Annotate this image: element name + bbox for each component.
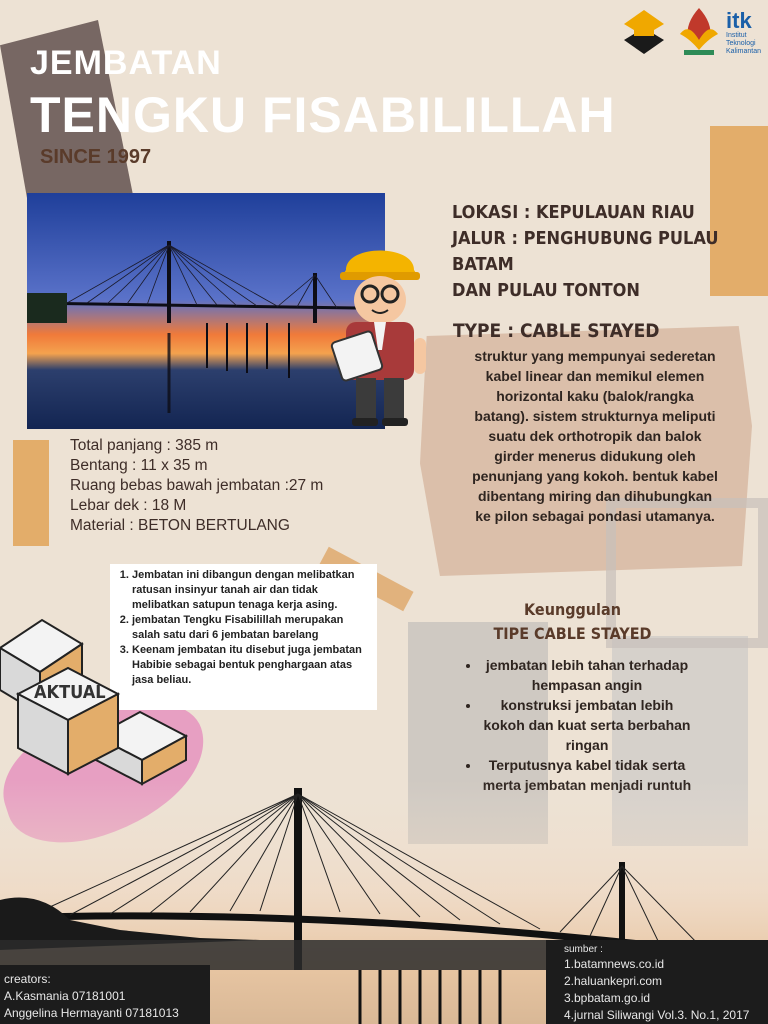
source-item-1: 1.batamnews.co.id <box>564 957 665 971</box>
brand-s-logo-icon <box>620 6 668 58</box>
source-item-3: 3.bpbatam.go.id <box>564 991 651 1005</box>
spec-total-panjang: Total panjang : 385 m <box>70 437 219 454</box>
specs-list <box>70 436 323 536</box>
keunggulan-title-2: TIPE CABLE STAYED <box>493 624 652 643</box>
keunggulan-item-3: • Terputusnya kabel tidak serta <box>481 755 693 795</box>
aktual-item-3: 3. Keenam jembatan itu disebut juga jembatan Habibie sebagai bentuk penghargaan atas jasa beliau. <box>132 643 369 688</box>
keunggulan-title-1: Keunggulan <box>524 600 621 619</box>
spec-ruang-bebas: Ruang bebas bawah jembatan :27 m <box>70 477 324 494</box>
since-label: SINCE 1997 <box>40 146 152 168</box>
type-description: struktur yang mempunyai sederetan kabel linear dan memikul elemen horizontal kaku (balok/rangka batang). sistem strukturnya meliputi suatu dek orthotropik dan balok girder menerus didukung oleh penunjang yang kokoh. bentuk kabel dibentang miring dan dihubungkan ke pilon sebagai pondasi utamanya. <box>472 348 718 524</box>
itk-logo-subtext <box>726 32 761 56</box>
aktual-label: AKTUAL <box>34 682 106 703</box>
engineer-illustration <box>328 230 430 430</box>
jalur-line-1: JALUR : PENGHUBUNG PULAU BATAM <box>452 228 719 275</box>
sources-label: sumber : <box>564 944 603 955</box>
itk-sub-1: Institut <box>726 32 747 39</box>
keunggulan-list <box>463 655 693 795</box>
aktual-cubes-illustration <box>0 618 200 788</box>
keunggulan-title <box>490 598 655 646</box>
creator-name-2: Anggelina Hermayanti 07181013 <box>4 1006 179 1020</box>
aktual-item-2: 2. jembatan Tengku Fisabilillah merupakan salah satu dari 6 jembatan barelang <box>132 613 369 643</box>
source-item-4: 4.jurnal Siliwangi Vol.3. No.1, 2017 <box>564 1008 750 1022</box>
orange-rect-left-decor <box>13 440 49 546</box>
type-heading: TYPE : CABLE STAYED <box>453 320 660 342</box>
spec-bentang: Bentang : 11 x 35 m <box>70 457 208 474</box>
itk-sub-2: Teknologi <box>726 40 756 47</box>
source-item-2: 2.haluankepri.com <box>564 974 663 988</box>
title-line-1: JEMBATAN <box>30 44 222 82</box>
title-line-2: TENGKU FISABILILLAH <box>30 87 616 143</box>
creators-box <box>0 965 210 1024</box>
keunggulan-item-1: • jembatan lebih tahan terhadap hempasan angin <box>481 655 693 695</box>
spec-lebar-dek: Lebar dek : 18 M <box>70 497 187 514</box>
info-block <box>452 200 768 304</box>
itk-emblem-icon <box>674 4 724 60</box>
itk-logo-text: itk <box>726 8 752 33</box>
aktual-item-1: 1. Jembatan ini dibangun dengan melibatkan ratusan insinyur tanah air dan tidak melibatkan satupun tenaga kerja asing. <box>132 568 369 613</box>
spec-material: Material : BETON BERTULANG <box>70 517 290 534</box>
sources-box <box>546 940 768 1024</box>
lokasi-line: LOKASI : KEPULAUAN RIAU <box>452 202 695 223</box>
itk-sub-3: Kalimantan <box>726 48 762 55</box>
creators-label: creators: <box>4 972 51 986</box>
creator-name-1: A.Kasmania 07181001 <box>4 989 126 1003</box>
keunggulan-item-2: • konstruksi jembatan lebih kokoh dan kuat serta berbahan ringan <box>481 695 693 755</box>
jalur-line-2: DAN PULAU TONTON <box>452 280 640 301</box>
